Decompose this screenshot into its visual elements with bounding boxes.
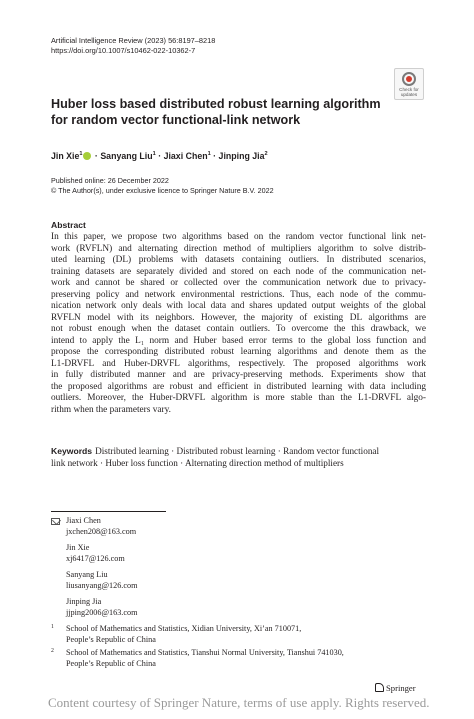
- author-affiliation-mark: 2: [264, 151, 268, 157]
- abstract-line: RVFLN model with its neighbors. However, the majority of existing DL algorithms are: [51, 312, 426, 323]
- author-affiliation-mark: 1: [79, 151, 83, 157]
- affiliation-number: 1: [51, 624, 54, 630]
- affiliation-number: 2: [51, 648, 54, 654]
- publisher-name: Springer: [386, 683, 416, 693]
- contact-name: Jiaxi Chen: [66, 516, 101, 525]
- author-affiliation-mark: 1: [152, 151, 156, 157]
- abstract-line: intend to apply the L₁ norm and Huber based error terms to the global loss function and: [51, 335, 426, 346]
- doi-link[interactable]: https://doi.org/10.1007/s10462-022-10362-7: [51, 46, 196, 55]
- journal-info: [51, 36, 215, 56]
- author-name: Jiaxi Chen: [163, 151, 208, 161]
- copyright-notice: © The Author(s), under exclusive licence to Springer Nature B.V. 2022: [51, 186, 274, 195]
- abstract-line: uted learning (DL) problems with datasets containing outliers. In distributed scenarios,: [51, 255, 426, 265]
- contact-email[interactable]: jxchen208@163.com: [66, 527, 137, 536]
- affiliation-line: People’s Republic of China: [66, 659, 156, 668]
- contact-name: Jinping Jia: [66, 597, 102, 606]
- contact-name: Sanyang Liu: [66, 570, 108, 579]
- author-name: Jinping Jia: [218, 151, 265, 161]
- footnote-rule: [51, 511, 166, 512]
- abstract-line: outliers. Moreover, the Huber-DRVFL algorithm is more stable than the L1-DRVFL algo-: [51, 393, 426, 403]
- abstract-line: the proposed algorithms are robust and efficient in distributed learning with data including: [51, 381, 426, 392]
- contact-email[interactable]: jjping2006@163.com: [66, 608, 138, 617]
- keywords-line: Distributed learning · Distributed robust learning · Random vector functional: [95, 446, 380, 456]
- abstract-body: [51, 232, 426, 416]
- courtesy-watermark: Content courtesy of Springer Nature, terms of use apply. Rights reserved.: [48, 695, 430, 710]
- check-for-updates-badge[interactable]: [394, 68, 424, 100]
- abstract-heading: Abstract: [51, 220, 86, 230]
- publisher-logo: [375, 683, 416, 693]
- author-name: Sanyang Liu: [100, 151, 153, 161]
- abstract-line: work and cannot be shared or collected over the communication network due to privacy-: [51, 278, 426, 288]
- contact-name: Jin Xie: [66, 543, 90, 552]
- paper-title: Huber loss based distributed robust learning algorithm for random vector functional-link network: [51, 97, 381, 127]
- orcid-icon[interactable]: [83, 152, 91, 160]
- author-name: Jin Xie: [51, 151, 80, 161]
- keywords-heading: Keywords: [51, 446, 93, 456]
- abstract-line: preserving policy and network environmental restrictions. Thus, each node of the commu-: [51, 289, 426, 300]
- abstract-line: propose the corresponding distributed robust learning algorithms and denote them as the: [51, 347, 426, 357]
- abstract-line: nication network only deals with local data and shares updated output weights of the global: [51, 301, 426, 311]
- keywords-line: link network · Huber loss function · Alternating direction method of multipliers: [51, 458, 344, 468]
- abstract-line: In this paper, we propose two algorithms based on the random vector functional link net-: [51, 232, 426, 242]
- springer-horse-icon: [375, 683, 384, 692]
- check-for-updates-label: Check for updates: [399, 87, 419, 97]
- abstract-line: in fully distributed manner and are privacy-preserving methods. Experiments show that: [51, 370, 426, 380]
- affiliation-line: School of Mathematics and Statistics, Tianshui Normal University, Tianshui 741030,: [66, 648, 344, 657]
- abstract-line: L1-DRVFL and Huber-DRVFL algorithms, respectively. The proposed algorithms work: [51, 358, 426, 369]
- abstract-line: not robust enough when the dataset contain outliers. To overcome the this drawback, we: [51, 324, 426, 334]
- keywords-section: [51, 445, 426, 469]
- publication-info: [51, 176, 274, 196]
- author-list: Jin Xie$^1$ · Sanyang Liu$^1$ · Jiaxi Chen$^1$ · Jinping Jia$^2$: [51, 151, 268, 161]
- envelope-icon: [51, 518, 60, 525]
- contact-email[interactable]: xj6417@126.com: [66, 554, 125, 563]
- abstract-line: rithm when the parameters vary.: [51, 404, 171, 415]
- abstract-line: training datasets are separately divided and stored on each node of the communication net-: [51, 266, 426, 277]
- affiliation-line: School of Mathematics and Statistics, Xidian University, Xi’an 710071,: [66, 624, 302, 633]
- author-affiliation-mark: 1: [207, 151, 211, 157]
- contact-email[interactable]: liusanyang@126.com: [66, 581, 138, 590]
- abstract-line: work (RVFLN) and alternating direction method of multipliers algorithm to solve distrib-: [51, 243, 426, 254]
- affiliation-line: People’s Republic of China: [66, 635, 156, 644]
- crossmark-icon: [402, 72, 416, 86]
- journal-citation: Artificial Intelligence Review (2023) 56:8197–8218: [51, 36, 216, 45]
- published-date: Published online: 26 December 2022: [51, 176, 169, 185]
